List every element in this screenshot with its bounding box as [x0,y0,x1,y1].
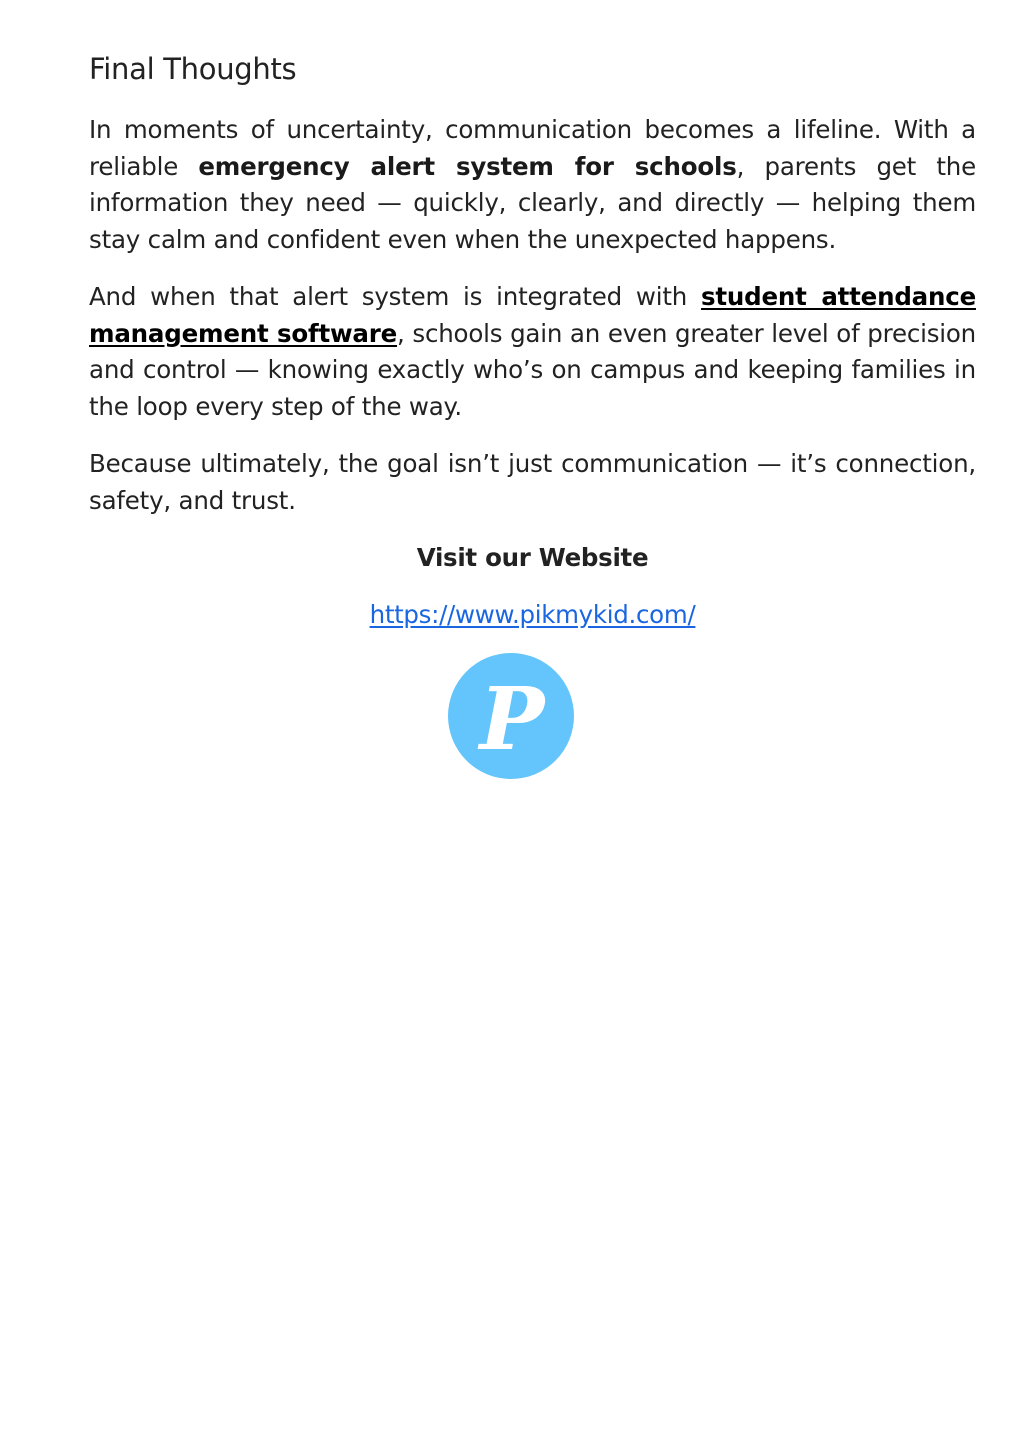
emphasis-emergency-alert: emergency alert system for schools [198,151,737,181]
section-title: Final Thoughts [89,52,297,86]
paragraph-text: And when that alert system is integrated with [89,282,702,311]
paragraph-attendance-software [89,279,976,425]
website-link-container [89,597,976,633]
paragraph-text: , parents get the information they need — quickly, clearly, and directly — helping them stay calm and confident even when the unexpected happens. [89,151,976,254]
logo-letter: P [479,669,545,770]
website-link[interactable]: https://www.pikmykid.com/ [369,600,696,629]
paragraph-text: , schools gain an even greater level of precision and control — knowing exactly who’s on campus and keeping families in the loop every step of the way. [89,318,976,421]
paragraph-conclusion: Because ultimately, the goal isn’t just communication — it’s connection, safety, and trust. [89,449,976,515]
paragraph-emergency-alert [89,112,976,258]
student-attendance-software-link[interactable]: student attendance management software [89,282,976,348]
pikmykid-p-logo-icon[interactable] [448,653,574,779]
paragraph-text: In moments of uncertainty, communication becomes a lifeline. With a reliable [89,115,976,181]
visit-website-heading: Visit our Website [416,543,649,572]
